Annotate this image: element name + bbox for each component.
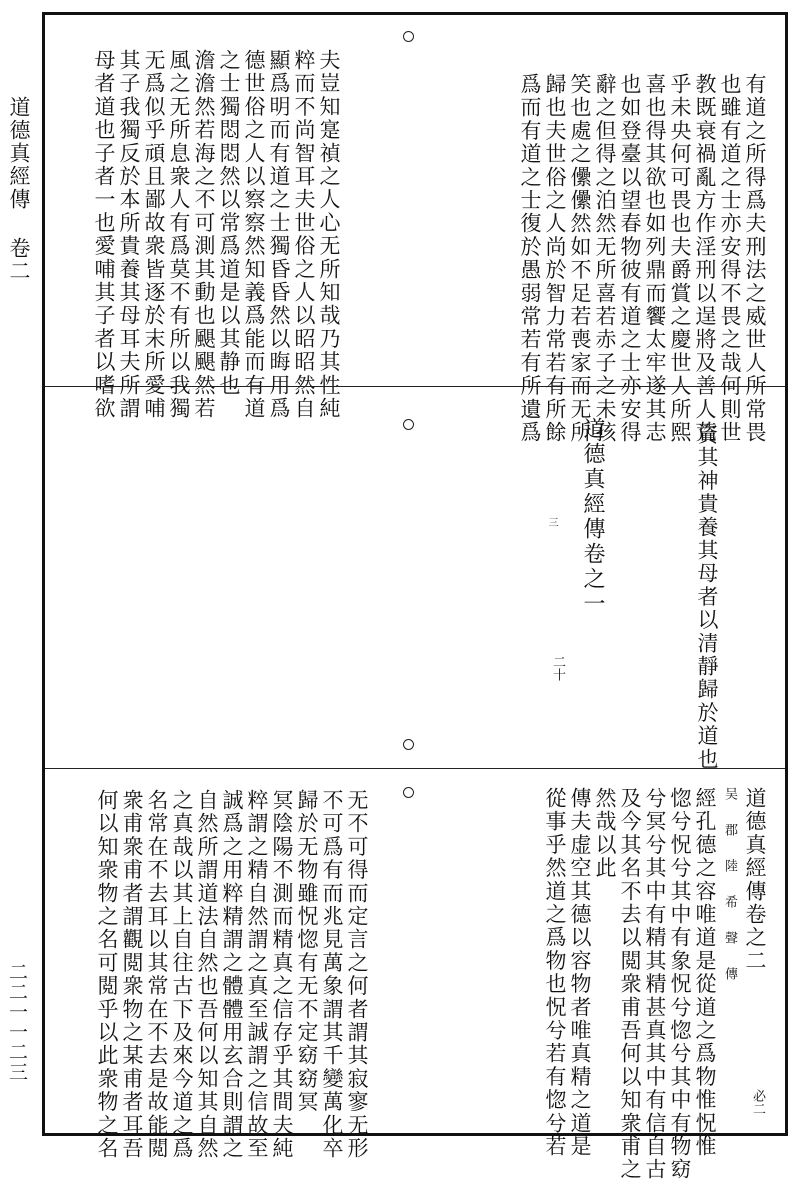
- text-column: 喜也得其欲也如列鼎而饗太牢遂其志: [643, 73, 667, 445]
- text-column: 之真哉以其上自往古下及來今道之爲: [170, 789, 194, 1161]
- text-column: 无不可得而定言之何者謂其寂寥无形: [345, 789, 369, 1161]
- text-column: 之士獨悶悶然以常爲道是以其静也: [217, 49, 241, 397]
- text-column: 冥陰陽不測而精真之信存乎其間夫純: [270, 789, 294, 1161]
- block-page-number: 二十: [550, 655, 565, 681]
- text-column: 乎未央何可畏也夫爵賞之慶世人所熙: [668, 73, 692, 445]
- text-column: 无爲似乎頑且鄙故衆皆逐於末所愛哺: [142, 49, 166, 421]
- text-column: 也如登臺以望春物彼有道之士亦安得: [618, 73, 642, 445]
- text-block-right: [542, 787, 767, 1181]
- author-line: 吴 郡 陸 希 聲 傳: [722, 787, 737, 985]
- text-column: 然哉以此: [593, 787, 617, 880]
- binding-hole-mark: [403, 419, 414, 430]
- margin-caption-page-number: 二二一一二三: [6, 962, 28, 1082]
- text-column: 母者道也子者一也愛哺其子者以嗜欲: [92, 49, 116, 421]
- text-column: 不可爲有而兆見萬象謂其千變萬化卒: [320, 789, 344, 1161]
- text-column: 粹謂之精自然謂之真至誠謂之信故至: [245, 789, 269, 1161]
- text-column: 惚兮怳兮其中有象怳兮惚兮其中有物窈: [668, 787, 692, 1181]
- text-block-closing: [694, 423, 719, 771]
- binding-hole-mark: [403, 31, 414, 42]
- leaf-number: 必二: [750, 1089, 765, 1115]
- panel-top: [45, 15, 785, 445]
- text-column: 風之无所息衆人有爲莫不有所以我獨: [167, 49, 191, 421]
- text-block-left: [94, 789, 369, 1160]
- chapter-title: 道德真經傳卷之二: [743, 787, 767, 973]
- text-column: 兮冥兮其中有精其精甚真其中有信自古: [643, 787, 667, 1181]
- text-column: 名常在不去耳以其常在不去是故能閲: [145, 789, 169, 1161]
- text-column: 澹澹然若海之不可測其動也颶颶然若: [192, 49, 216, 421]
- binding-hole-mark: [403, 739, 414, 750]
- text-column: 顯爲明而有道之士獨昏昏然以晦用爲: [267, 49, 291, 421]
- chapter-end-title-text: 道德真經傳卷之一: [580, 417, 605, 617]
- text-column: 其子我獨反於本所貴養其母耳夫所謂: [117, 49, 141, 421]
- text-column: 也雖有道之士亦安得不畏之哉何則世: [718, 73, 742, 445]
- text-column: 爲而有道之士復於愚弱常若有所遺爲: [518, 73, 542, 445]
- text-column: 何以知衆物之名可閲乎以此衆物之名: [95, 789, 119, 1161]
- text-column: 從事乎然道之爲物也怳兮若有惚兮若: [543, 787, 567, 1159]
- chapter-end-title: [580, 417, 605, 617]
- text-column: 傳夫虚空其德以容物者唯真精之道是: [568, 787, 592, 1159]
- text-column: 自然所謂道法自然也吾何以知其自然: [195, 789, 219, 1161]
- text-column: 歸於无物雖怳惚有无不定窈窈冥: [295, 789, 319, 1114]
- margin-caption-volume: 道德真經傳 卷二: [7, 96, 31, 283]
- text-column: 教既衰禍亂方作淫刑以逞將及善人荒: [693, 73, 717, 445]
- panel-bottom: [45, 769, 785, 1181]
- text-column: 經孔德之容唯道是從道之爲物惟怳惟: [693, 787, 717, 1159]
- small-note: 三: [546, 517, 557, 527]
- text-column: 德世俗之人以察察然知義爲能而有道: [242, 49, 266, 421]
- text-column: 有道之所得爲夫刑法之威世人所常畏: [743, 73, 767, 445]
- text-column: 笑也處之儽儽然如不足若喪家而无所: [568, 73, 592, 445]
- panel-middle: [45, 387, 785, 771]
- page-frame: [42, 12, 788, 1181]
- binding-hole-mark: [403, 787, 414, 798]
- text-block-left: [91, 49, 341, 420]
- text-column: 夫豈知寔禎之人心无所知哉乃其性純: [317, 49, 341, 421]
- text-column: 辭之但得之泊然无所喜若赤子之未孩: [593, 73, 617, 445]
- text-column: 粹而不尚智耳夫世俗之人以昭昭然自: [292, 49, 316, 421]
- text-column: 誠爲之用粹精謂之體體用玄合則謂之: [220, 789, 244, 1161]
- text-column: 歸也夫世俗之人尚於智力常若有所餘: [543, 73, 567, 445]
- text-column: 及今其名不去以閲衆甫吾何以知衆甫之: [618, 787, 642, 1181]
- text-column: 衆甫衆甫者謂觀閲衆物之某甫者耳吾: [120, 789, 144, 1161]
- text-column: 資其神貴養其母者以清靜歸於道也: [695, 423, 719, 771]
